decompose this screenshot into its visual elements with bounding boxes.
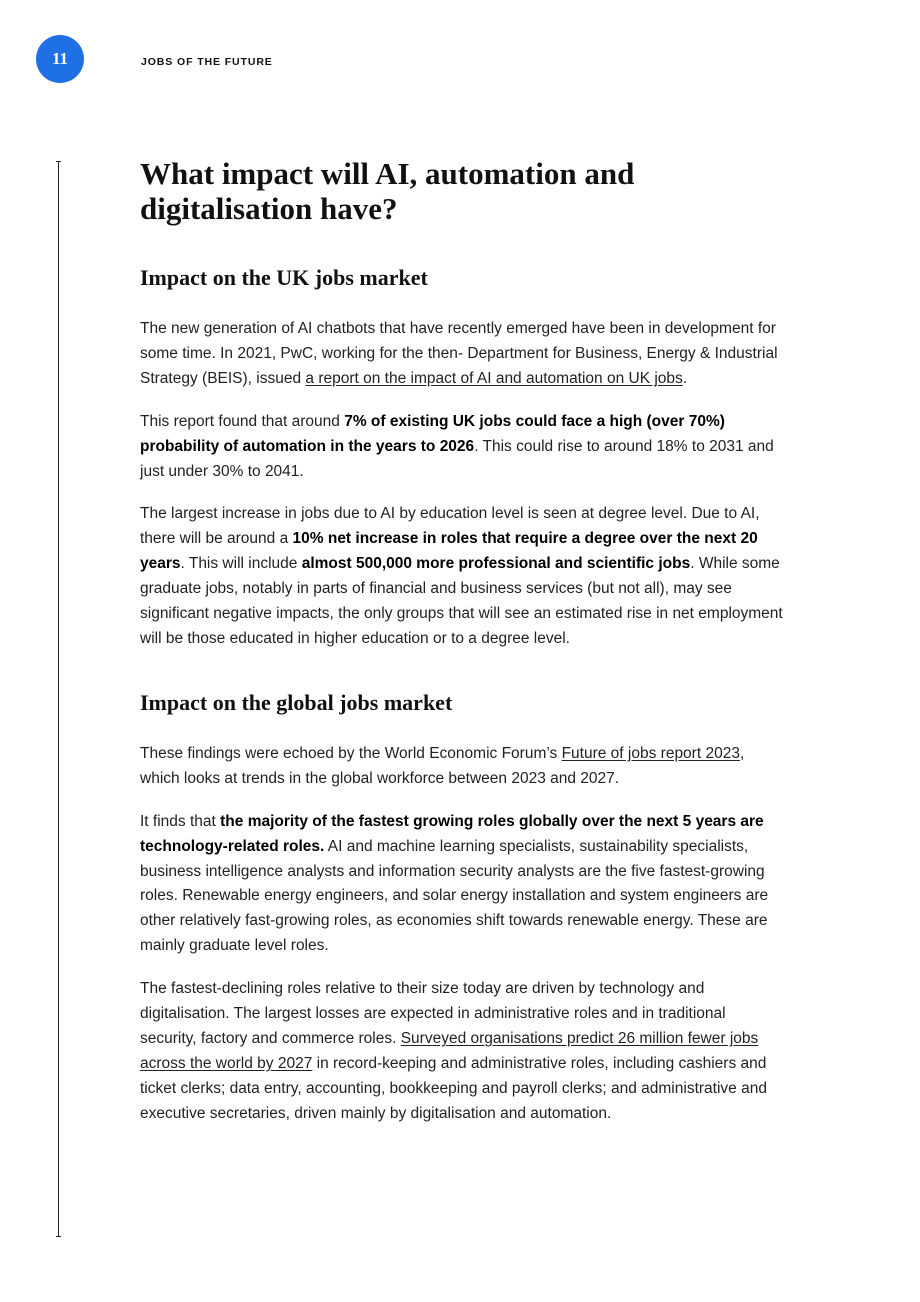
text-run: . This will include: [180, 555, 302, 573]
global-paragraph-1: [140, 742, 785, 792]
uk-paragraph-3: [140, 502, 785, 651]
page-number: 11: [51, 49, 69, 68]
uk-paragraph-1: [140, 317, 785, 392]
wef-report-link[interactable]: Future of jobs report 2023: [561, 744, 740, 762]
main-content: [140, 156, 785, 1145]
text-run: This report found that around: [140, 412, 345, 430]
emphasis-text: almost 500,000 more professional and scientific jobs: [301, 555, 691, 573]
text-run: .: [682, 369, 688, 387]
text-run: . This could rise to around 18% to 2031 and just under 30% to 2041.: [140, 437, 774, 480]
global-section-heading: Impact on the global jobs market: [140, 689, 453, 715]
global-paragraph-2: [140, 810, 785, 959]
running-header: JOBS OF THE FUTURE: [141, 56, 273, 68]
text-run: The fastest-declining roles relative to their size today are driven by technology and digitalisation. The largest losses are expected in administrative roles and in traditional security, factory and commerce roles.: [140, 980, 726, 1047]
emphasis-text: the majority of the fastest growing roles globally over the next 5 years are technology-related roles.: [140, 812, 764, 855]
text-run: The largest increase in jobs due to AI by education level is seen at degree level. Due to AI, there will be around a: [140, 505, 760, 548]
text-run: The new generation of AI chatbots that have recently emerged have been in development for some time. In 2021, PwC, working for the then- Department for Business, Energy & Industrial Strategy (BEIS), issued: [140, 320, 778, 387]
pwc-report-link[interactable]: a report on the impact of AI and automation on UK jobs: [305, 369, 683, 387]
margin-rule: [58, 161, 59, 1237]
text-run: It finds that: [140, 812, 221, 830]
text-run: , which looks at trends in the global workforce between 2023 and 2027.: [140, 744, 745, 787]
emphasis-text: 7% of existing UK jobs could face a high (over 70%) probability of automation in the years to 2026: [140, 412, 725, 455]
text-run: These findings were echoed by the World Economic Forum’s: [140, 744, 562, 762]
text-run: . While some graduate jobs, notably in parts of financial and business services (but not all), may see significant negative impacts, the only groups that will see an estimated rise in net employment will be those educated in higher education or to a degree level.: [140, 555, 783, 647]
global-paragraph-3: [140, 977, 785, 1126]
page-number-badge: [36, 35, 84, 83]
surveyed-organisations-link[interactable]: Surveyed organisations predict 26 million fewer jobs across the world by 2027: [140, 1029, 759, 1072]
text-run: AI and machine learning specialists, sustainability specialists, business intelligence analysts and information security analysts are the five fastest-growing roles. Renewable energy engineers, and solar energy installation and system engineers are other relatively fast-growing roles, as economies shift towards renewable energy. These are mainly graduate level roles.: [140, 837, 769, 955]
uk-section-heading: Impact on the UK jobs market: [140, 265, 428, 290]
emphasis-text: 10% net increase in roles that require a degree over the next 20 years: [140, 530, 758, 573]
page-title: What impact will AI, automation and digitalisation have?: [140, 156, 635, 226]
uk-paragraph-2: [140, 410, 785, 485]
text-run: in record-keeping and administrative roles, including cashiers and ticket clerks; data entry, accounting, bookkeeping and payroll clerks; and administrative and executive secretaries, driven mainly by digitalisation and automation.: [140, 1054, 767, 1122]
